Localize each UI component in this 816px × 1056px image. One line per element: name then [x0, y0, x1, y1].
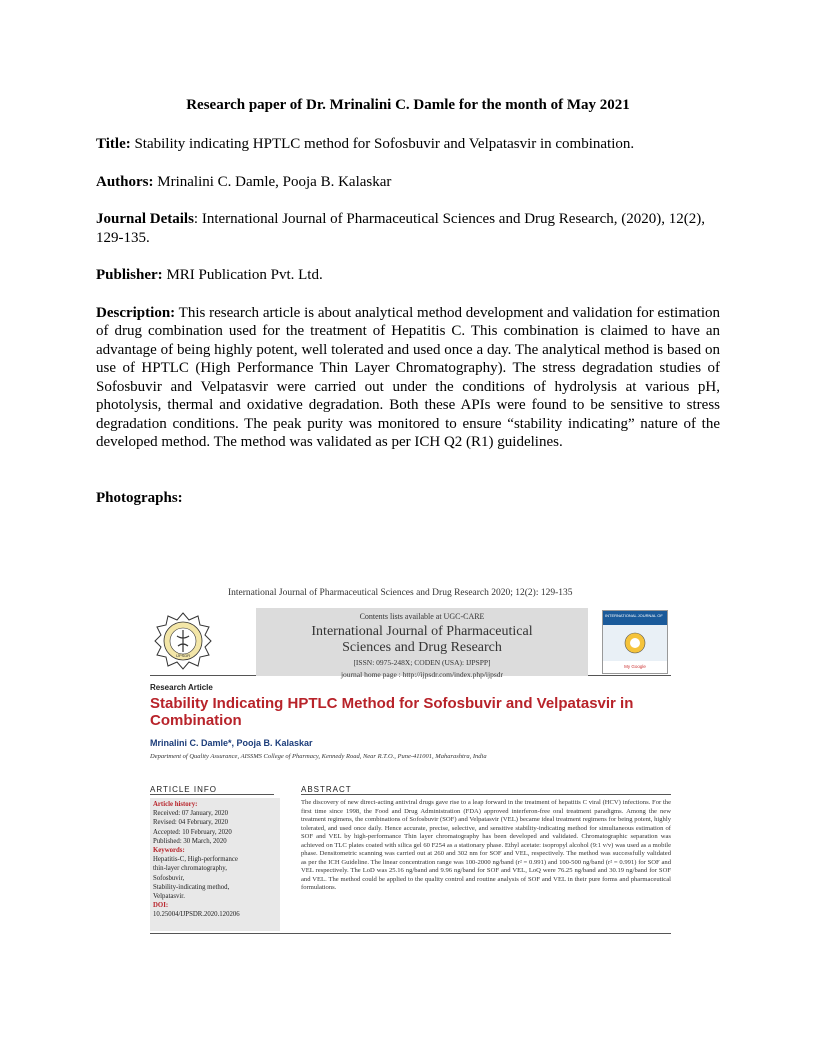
journal-masthead — [150, 606, 671, 679]
keyword-item: Hepatitis-C, High-performance — [153, 856, 238, 864]
article-authors: Mrinalini C. Damle*, Pooja B. Kalaskar — [150, 738, 313, 748]
authors-value: Mrinalini C. Damle, Pooja B. Kalaskar — [153, 173, 392, 190]
article-affiliation: Department of Quality Assurance, AISSMS College of Pharmacy, Kennedy Road, Near R.T.O., Pune-411001, Maharashtra, India — [150, 753, 487, 760]
keyword-item: Velpatasvir. — [153, 893, 185, 901]
article-title: Stability Indicating HPTLC Method for Sofosbuvir and Velpatasvir in Combination — [150, 695, 634, 729]
journal-cover-thumbnail — [602, 610, 668, 674]
journal-banner — [256, 608, 588, 679]
journal-label: Journal Details — [96, 211, 194, 227]
cover-title: INTERNATIONAL JOURNAL OF — [603, 611, 667, 625]
publisher-value: MRI Publication Pvt. Ltd. — [162, 267, 323, 283]
article-info-heading: ARTICLE INFO — [150, 785, 274, 795]
description-label: Description: — [96, 304, 176, 321]
doi-value: 10.25004/IJPSDR.2020.120206 — [153, 911, 240, 919]
journal-line — [96, 210, 720, 247]
description-paragraph — [96, 304, 720, 452]
revised-date: Revised: 04 February, 2020 — [153, 819, 229, 827]
authors-line — [96, 173, 720, 192]
logo-text: IJPSDR — [175, 653, 191, 658]
keyword-item: Stability-indicating method, — [153, 883, 230, 891]
cover-bottom-text: My Google — [603, 661, 667, 673]
publisher-line — [96, 266, 720, 285]
article-bottom-rule — [150, 933, 671, 934]
abstract-text: The discovery of new direct-acting antiviral drugs gave rise to a leap forward in the treatment of hepatitis C viral (HCV) infections. For the first time since 1998, the Food and Drug Administration (FDA) approved interferon-free oral treatment paradigms. Among the new treatment regimens, the combinations of Sofosbuvir (SOF) and Velpatasvir (VEL) became ideal treatment regimens for being potent, highly tolerated, and used once daily. Hence accurate, precise, selective, and sensitive stability-indicating method for simultaneous estimation of SOF and VEL by high-performance Thin layer chromatography has been developed and validated. Chromatographic separation was achieved on TLC plates coated with silica gel 60 F254 as a stationary phase. Ethyl acetate: isopropyl alcohol (9:1 v/v) was used as a mobile phase. Densitometric scanning was carried out at 260 and 302 nm for SOF and VEL, respectively. The method was successfully validated as per the ICH Guideline. The linear concentration range was 100-2000 ng/band (r² = 0.991) and 100-500 ng/band (r² = 0.991) for SOF and VEL respectively. The LoD was 25.16 ng/band and 9.96 ng/band for SOF and VEL, LoQ were 76.25 ng/band and 30.19 ng/band for SOF and VEL. The method could be applied to the quality control and routine analysis of SOF and VEL in their pure forms and pharmaceutical formulations. — [301, 799, 671, 892]
accepted-date: Accepted: 10 February, 2020 — [153, 828, 232, 836]
document-body — [96, 96, 720, 507]
journal-name-line-1: International Journal of Pharmaceutical — [311, 624, 533, 639]
article-journal-line: International Journal of Pharmaceutical Sciences and Drug Research 2020; 12(2): 129-135 — [228, 588, 573, 598]
title-label: Title: — [96, 136, 131, 152]
authors-label: Authors: — [96, 173, 154, 190]
journal-name-line-2: Sciences and Drug Research — [342, 640, 502, 655]
cover-emblem-icon — [603, 625, 667, 661]
journal-value: : International Journal of Pharmaceutical Sciences and Drug Research, (2020), 12(2), 129-135. — [96, 211, 705, 246]
published-date: Published: 30 March, 2020 — [153, 837, 227, 845]
publisher-label: Publisher: — [96, 267, 163, 283]
article-image — [150, 586, 671, 938]
title-value: Stability indicating HPTLC method for Sofosbuvir and Velpatasvir in combination. — [130, 136, 635, 152]
description-value: This research article is about analytical method development and validation for estimation of drug combination used for the treatment of Hepatitis C. This combination is claimed to have an advantage of being highly potent, well tolerated and used once a day. The analytical method is based on use of HPTLC (High Performance Thin Layer Chromatography). The stress degradation studies of Sofosbuvir and Velpatasvir were carried out under the conditions of hydrolysis at various pH, photolysis, thermal and oxidative degradation. Both these APIs were found to be sensitive to stress degradation conditions. The peak purity was monitored to ensure “stability indicating” nature of the developed method. The method was validated as per ICH Q2 (R1) guidelines. — [96, 304, 720, 450]
article-type: Research Article — [150, 683, 213, 692]
photographs-label: Photographs: — [96, 489, 183, 506]
photographs-heading — [96, 489, 720, 508]
article-info-box — [150, 798, 280, 931]
journal-homepage: journal home page : http://ijpsdr.com/index.php/ijpsdr — [340, 670, 504, 679]
cover-art — [603, 625, 667, 661]
title-line — [96, 135, 720, 154]
history-label: Article history: — [153, 801, 198, 808]
keyword-item: thin-layer chromatography, — [153, 865, 227, 873]
journal-seal-logo — [154, 612, 212, 670]
keywords-label: Keywords: — [153, 847, 185, 855]
page-heading: Research paper of Dr. Mrinalini C. Damle for the month of May 2021 — [186, 97, 630, 113]
doi-label: DOI: — [153, 902, 169, 910]
keyword-item: Sofosbuvir, — [153, 874, 185, 882]
received-date: Received: 07 January, 2020 — [153, 810, 229, 818]
abstract-heading: ABSTRACT — [301, 785, 671, 795]
journal-issn: [ISSN: 0975-248X; CODEN (USA): IJPSPP] — [353, 658, 491, 667]
contents-available: Contents lists available at UGC-CARE — [359, 612, 485, 621]
